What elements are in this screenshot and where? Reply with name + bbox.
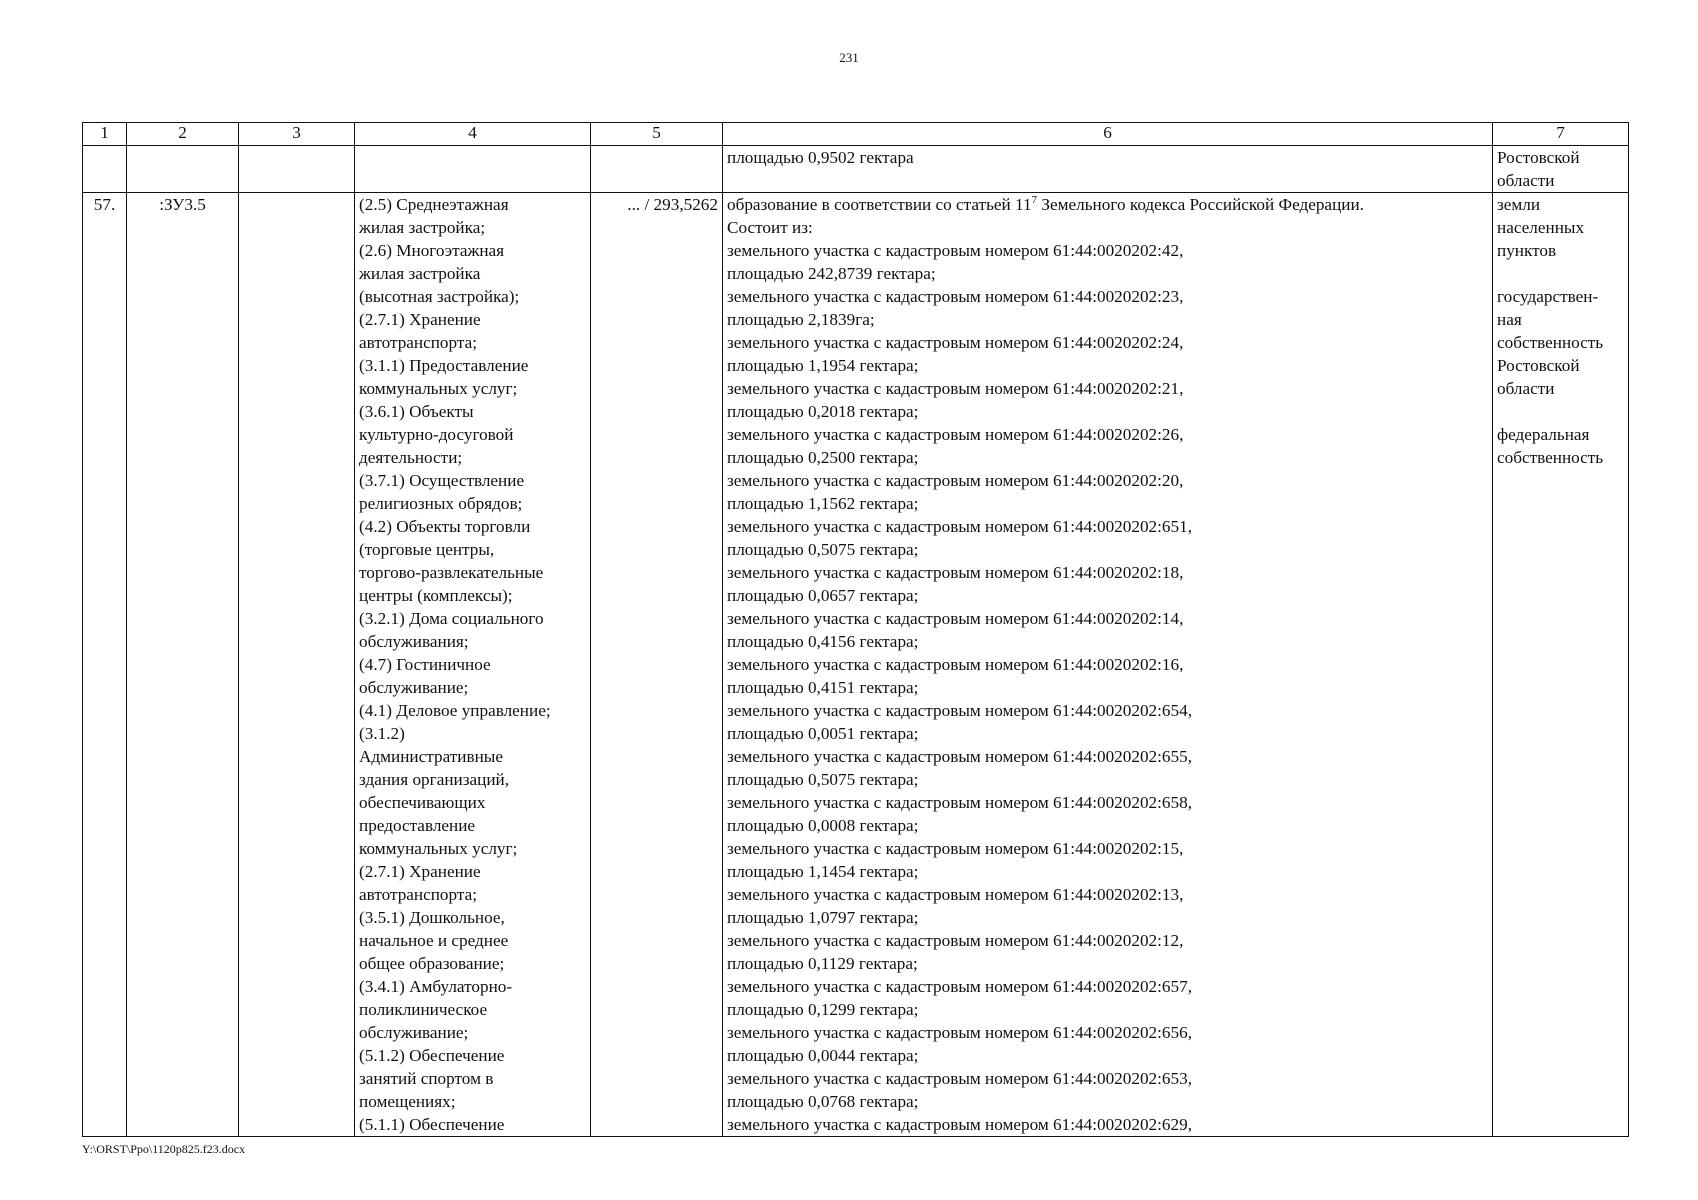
use-line: торгово-развлекательные [359,563,544,582]
category-line: населенных [1497,218,1585,237]
description-line: площадью 1,0797 гектара; [727,908,919,927]
cell-code: :ЗУ3.5 [127,193,239,1137]
description-line: площадью 0,4151 гектара; [727,678,919,697]
use-line: (торговые центры, [359,540,495,559]
description-line: земельного участка с кадастровым номером 61:44:0020202:24, [727,333,1184,352]
description-line: земельного участка с кадастровым номером 61:44:0020202:656, [727,1023,1192,1042]
use-line: (2.5) Среднеэтажная [359,195,509,214]
cell-ownership [1493,146,1629,193]
description-line: площадью 0,0768 гектара; [727,1092,919,1111]
page-number: 231 [839,50,859,65]
description-line: площадью 0,5075 гектара; [727,770,919,789]
description-line: земельного участка с кадастровым номером 61:44:0020202:20, [727,471,1184,490]
description-line: площадью 0,4156 гектара; [727,632,919,651]
description-line: площадью 2,1839га; [727,310,875,329]
ownership-line: области [1497,379,1555,398]
use-line: (2.6) Многоэтажная [359,241,505,260]
cell-area: ... / 293,5262 [591,193,723,1137]
description-line: земельного участка с кадастровым номером 61:44:0020202:653, [727,1069,1192,1088]
column-header-2: 2 [127,123,239,146]
use-line: обслуживание; [359,1023,469,1042]
description-line: земельного участка с кадастровым номером 61:44:0020202:15, [727,839,1184,858]
description-line: земельного участка с кадастровым номером 61:44:0020202:16, [727,655,1184,674]
description-line: площадью 0,1129 гектара; [727,954,918,973]
ownership-line: области [1497,171,1555,190]
use-line: начальное и среднее [359,931,509,950]
cell-description [723,193,1493,1137]
category-line: пунктов [1497,241,1557,260]
use-line: обслуживания; [359,632,469,651]
column-header-5: 5 [591,123,723,146]
description-line: площадью 0,0657 гектара; [727,586,919,605]
use-line: деятельности; [359,448,463,467]
use-line: коммунальных услуг; [359,379,518,398]
cell-col3 [239,193,355,1137]
description-line: земельного участка с кадастровым номером 61:44:0020202:26, [727,425,1184,444]
use-line: (3.7.1) Осуществление [359,471,525,490]
use-line: занятий спортом в [359,1069,494,1088]
cell-uses [355,193,591,1137]
table-row-57 [83,193,1629,1137]
article-superscript: 7 [1031,194,1038,206]
cell-number: 57. [83,193,127,1137]
ownership-line: собственность [1497,448,1604,467]
use-line: здания организаций, [359,770,510,789]
column-header-1: 1 [83,123,127,146]
description-line: земельного участка с кадастровым номером 61:44:0020202:21, [727,379,1184,398]
use-line: общее образование; [359,954,505,973]
use-line: (3.6.1) Объекты [359,402,474,421]
cell-code [127,146,239,193]
description-text: образование в соответствии со статьей 11 [727,195,1032,214]
use-line: поликлиническое [359,1000,488,1019]
cell-ownership [1493,193,1629,1137]
description-line: площадью 1,1454 гектара; [727,862,919,881]
description-line: площадью 0,9502 гектара [727,148,914,167]
description-line: земельного участка с кадастровым номером 61:44:0020202:42, [727,241,1184,260]
cell-area [591,146,723,193]
use-line: жилая застройка [359,264,481,283]
use-line: центры (комплексы); [359,586,513,605]
description-line: земельного участка с кадастровым номером 61:44:0020202:651, [727,517,1192,536]
spacer [1497,262,1624,285]
use-line: (высотная застройка); [359,287,520,306]
description-line: площадью 0,2500 гектара; [727,448,919,467]
ownership-line: собственность [1497,333,1604,352]
description-line: площадью 1,1954 гектара; [727,356,919,375]
spacer [1497,400,1624,423]
use-line: коммунальных услуг; [359,839,518,858]
use-line: автотранспорта; [359,333,478,352]
description-line: земельного участка с кадастровым номером 61:44:0020202:658, [727,793,1192,812]
table-row-continuation [83,146,1629,193]
use-line: (2.7.1) Хранение [359,862,481,881]
column-header-7: 7 [1493,123,1629,146]
description-line: земельного участка с кадастровым номером 61:44:0020202:629, [727,1115,1192,1134]
use-line: (3.5.1) Дошкольное, [359,908,505,927]
description-line: земельного участка с кадастровым номером 61:44:0020202:13, [727,885,1184,904]
use-line: культурно-досуговой [359,425,514,444]
use-line: (3.1.2) [359,724,405,743]
description-line: земельного участка с кадастровым номером 61:44:0020202:18, [727,563,1184,582]
ownership-line: федеральная [1497,425,1590,444]
use-line: (5.1.1) Обеспечение [359,1115,505,1134]
description-line: площадью 0,0008 гектара; [727,816,919,835]
description-line: земельного участка с кадастровым номером 61:44:0020202:12, [727,931,1184,950]
description-line: земельного участка с кадастровым номером 61:44:0020202:657, [727,977,1192,996]
description-line: земельного участка с кадастровым номером 61:44:0020202:654, [727,701,1192,720]
column-header-3: 3 [239,123,355,146]
description-line: площадью 0,1299 гектара; [727,1000,919,1019]
ownership-line: Ростовской [1497,148,1580,167]
use-line: (3.2.1) Дома социального [359,609,544,628]
use-line: обеспечивающих [359,793,486,812]
use-line: (4.1) Деловое управление; [359,701,551,720]
ownership-line: Ростовской [1497,356,1580,375]
cell-col3 [239,146,355,193]
use-line: (3.4.1) Амбулаторно- [359,977,513,996]
description-line: площадью 0,5075 гектара; [727,540,919,559]
description-text: Земельного кодекса Российской Федерации. [1037,195,1364,214]
file-path-footer: Y:\ORST\Ppo\1120p825.f23.docx [82,1142,246,1156]
description-line: Состоит из: [727,218,813,237]
cell-description [723,146,1493,193]
cell-uses [355,146,591,193]
use-line: (2.7.1) Хранение [359,310,481,329]
column-header-6: 6 [723,123,1493,146]
use-line: (5.1.2) Обеспечение [359,1046,505,1065]
column-number-row [83,123,1629,146]
description-line: земельного участка с кадастровым номером 61:44:0020202:23, [727,287,1184,306]
ownership-line: ная [1497,310,1522,329]
use-line: предоставление [359,816,476,835]
description-line: площадью 0,0051 гектара; [727,724,919,743]
land-plots-table [82,122,1629,1137]
description-line: площадью 0,2018 гектара; [727,402,919,421]
use-line: жилая застройка; [359,218,486,237]
column-header-4: 4 [355,123,591,146]
use-line: (4.2) Объекты торговли [359,517,531,536]
use-line: религиозных обрядов; [359,494,523,513]
cell-number [83,146,127,193]
description-line: площадью 0,0044 гектара; [727,1046,919,1065]
description-line: земельного участка с кадастровым номером 61:44:0020202:655, [727,747,1192,766]
description-line: площадью 242,8739 гектара; [727,264,936,283]
use-line: (4.7) Гостиничное [359,655,491,674]
ownership-line: государствен- [1497,287,1599,306]
use-line: автотранспорта; [359,885,478,904]
category-line: земли [1497,195,1541,214]
description-first-line [727,193,1488,216]
use-line: (3.1.1) Предоставление [359,356,529,375]
use-line: помещениях; [359,1092,456,1111]
use-line: Административные [359,747,503,766]
use-line: обслуживание; [359,678,469,697]
description-line: земельного участка с кадастровым номером 61:44:0020202:14, [727,609,1184,628]
description-line: площадью 1,1562 гектара; [727,494,919,513]
